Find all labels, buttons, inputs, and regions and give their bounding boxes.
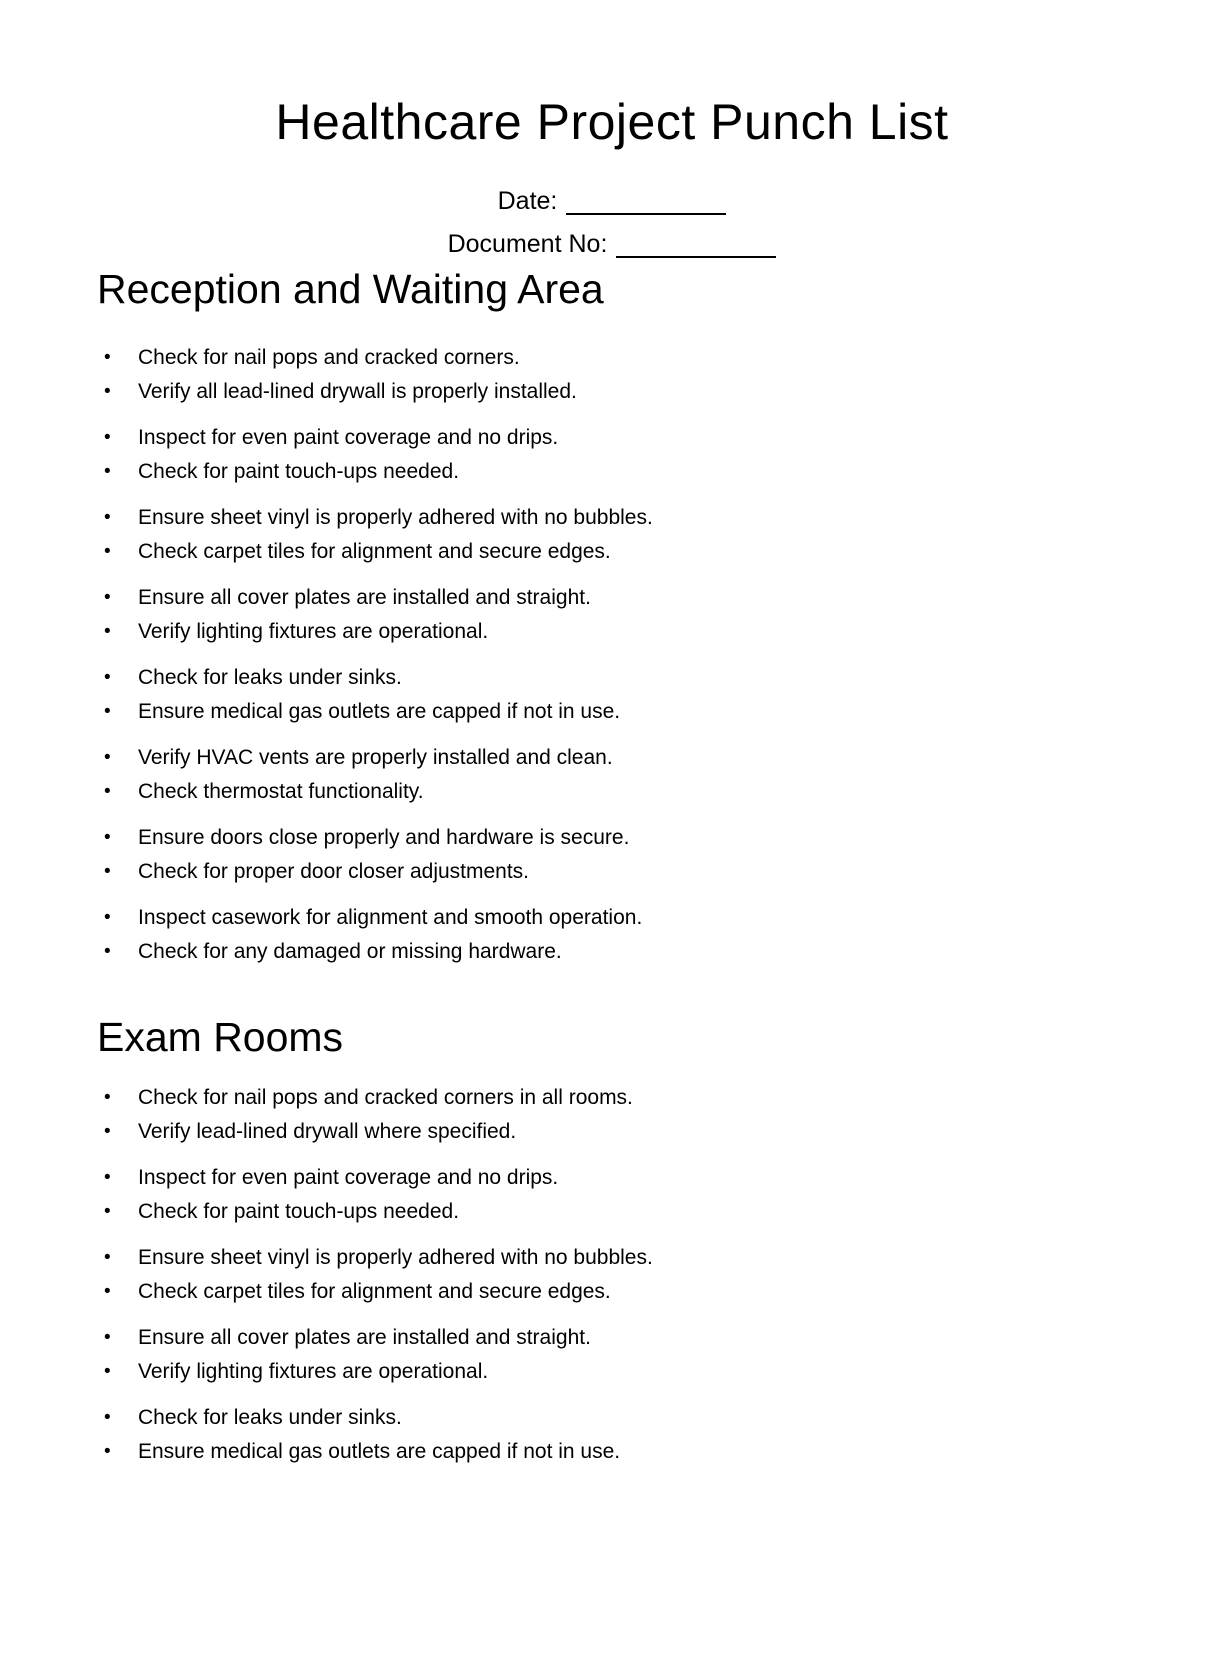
checklist-item: • Check for leaks under sinks. (100, 661, 1124, 695)
checklist-exam-rooms (100, 1081, 1124, 1469)
checklist-item: • Verify HVAC vents are properly installed and clean. (100, 741, 1124, 775)
document-title: Healthcare Project Punch List (275, 94, 949, 150)
checklist-item: • Verify all lead-lined drywall is properly installed. (100, 375, 1124, 409)
checklist-item: • Ensure sheet vinyl is properly adhered with no bubbles. (100, 1241, 1124, 1275)
section-heading-reception-and-waiting-area: Reception and Waiting Area (97, 266, 604, 312)
document-no-line (100, 229, 1124, 259)
checklist-item: • Check for any damaged or missing hardware. (100, 935, 1124, 969)
checklist-item: • Ensure sheet vinyl is properly adhered with no bubbles. (100, 501, 1124, 535)
checklist-item: • Check thermostat functionality. (100, 775, 1124, 809)
checklist-item: • Ensure medical gas outlets are capped if not in use. (100, 1435, 1124, 1469)
checklist-item: • Verify lighting fixtures are operational. (100, 615, 1124, 649)
date-line (100, 186, 1124, 216)
checklist-item: • Ensure all cover plates are installed and straight. (100, 1321, 1124, 1355)
checklist-item: • Inspect for even paint coverage and no drips. (100, 421, 1124, 455)
checklist-item: • Check for paint touch-ups needed. (100, 455, 1124, 489)
checklist-item: • Inspect casework for alignment and smooth operation. (100, 901, 1124, 935)
checklist-item: • Check for proper door closer adjustments. (100, 855, 1124, 889)
checklist-item: • Check for nail pops and cracked corners. (100, 341, 1124, 375)
checklist-item: • Check carpet tiles for alignment and secure edges. (100, 535, 1124, 569)
checklist-item: • Check for nail pops and cracked corners in all rooms. (100, 1081, 1124, 1115)
checklist-item: • Check carpet tiles for alignment and secure edges. (100, 1275, 1124, 1309)
document-no-label: Document No: (447, 230, 608, 258)
checklist-item: • Verify lighting fixtures are operational. (100, 1355, 1124, 1389)
checklist-reception-and-waiting-area (100, 341, 1124, 969)
document-page (0, 92, 1224, 1676)
checklist-item: • Ensure medical gas outlets are capped if not in use. (100, 695, 1124, 729)
date-blank-field (566, 193, 726, 215)
checklist-item: • Check for paint touch-ups needed. (100, 1195, 1124, 1229)
checklist-item: • Verify lead-lined drywall where specified. (100, 1115, 1124, 1149)
checklist-item: • Ensure doors close properly and hardware is secure. (100, 821, 1124, 855)
checklist-item: • Ensure all cover plates are installed and straight. (100, 581, 1124, 615)
document-no-blank-field (616, 236, 776, 258)
date-label: Date: (497, 187, 558, 215)
section-heading-exam-rooms: Exam Rooms (97, 1014, 344, 1060)
checklist-item: • Inspect for even paint coverage and no drips. (100, 1161, 1124, 1195)
checklist-item: • Check for leaks under sinks. (100, 1401, 1124, 1435)
